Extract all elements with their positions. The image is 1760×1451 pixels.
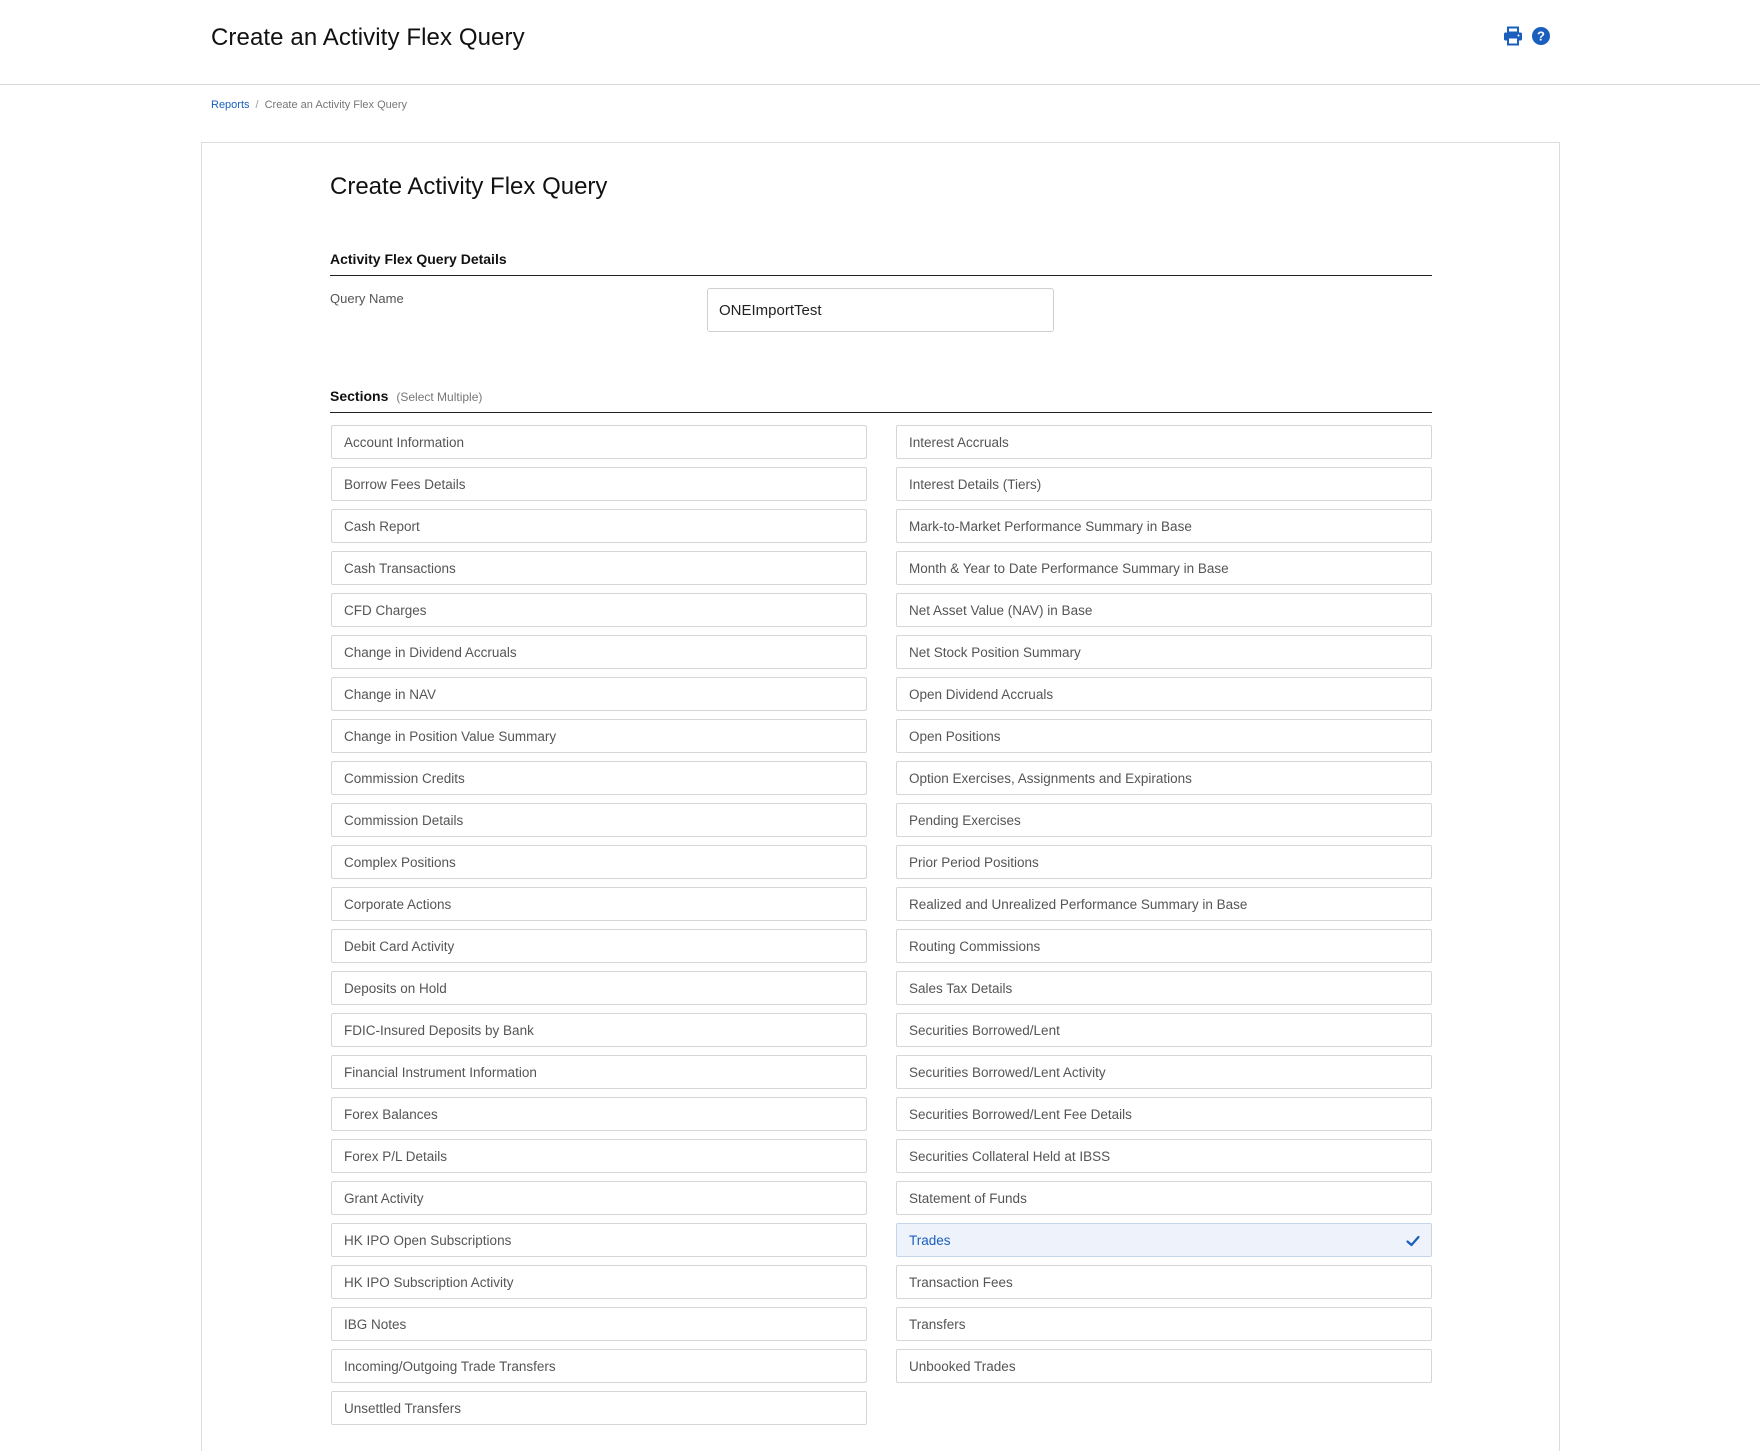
section-option-label: HK IPO Subscription Activity xyxy=(344,1274,514,1290)
section-option-label: Realized and Unrealized Performance Summary in Base xyxy=(909,896,1248,912)
section-option-label: Incoming/Outgoing Trade Transfers xyxy=(344,1358,556,1374)
section-option-label: Routing Commissions xyxy=(909,938,1041,954)
section-option[interactable] xyxy=(331,467,867,501)
section-option[interactable] xyxy=(331,551,867,585)
query-name-input[interactable] xyxy=(707,288,1054,332)
section-option[interactable] xyxy=(331,1139,867,1173)
section-option[interactable] xyxy=(896,887,1432,921)
section-option-label: Complex Positions xyxy=(344,854,456,870)
section-option[interactable] xyxy=(331,887,867,921)
section-option[interactable] xyxy=(331,1391,867,1425)
print-icon[interactable] xyxy=(1503,26,1523,46)
section-option[interactable] xyxy=(896,593,1432,627)
section-option[interactable] xyxy=(896,467,1432,501)
section-option[interactable] xyxy=(896,1307,1432,1341)
section-option-label: Commission Credits xyxy=(344,770,465,786)
section-option-label: Change in Dividend Accruals xyxy=(344,644,517,660)
section-option-label: IBG Notes xyxy=(344,1316,407,1332)
section-option[interactable] xyxy=(331,845,867,879)
section-option[interactable] xyxy=(896,1349,1432,1383)
section-option[interactable] xyxy=(896,803,1432,837)
section-option-label: Account Information xyxy=(344,434,465,450)
section-option[interactable] xyxy=(896,1181,1432,1215)
section-option[interactable] xyxy=(896,719,1432,753)
section-option-label: Pending Exercises xyxy=(909,812,1021,828)
section-option-label: Securities Borrowed/Lent Fee Details xyxy=(909,1106,1132,1122)
section-option[interactable] xyxy=(331,1349,867,1383)
breadcrumb xyxy=(211,99,407,111)
section-option-label: Securities Borrowed/Lent Activity xyxy=(909,1064,1106,1080)
top-bar xyxy=(0,0,1760,85)
section-option-label: Mark-to-Market Performance Summary in Base xyxy=(909,518,1192,534)
check-icon xyxy=(1405,1233,1421,1249)
section-option-label: Trades xyxy=(909,1232,951,1248)
section-option-label: Interest Details (Tiers) xyxy=(909,476,1042,492)
section-option[interactable] xyxy=(331,593,867,627)
details-heading-label: Activity Flex Query Details xyxy=(330,251,507,267)
section-option-label: Borrow Fees Details xyxy=(344,476,466,492)
section-option[interactable] xyxy=(331,1223,867,1257)
section-option-label: Net Stock Position Summary xyxy=(909,644,1081,660)
breadcrumb-separator: / xyxy=(255,99,259,111)
sections-column-left xyxy=(331,425,867,1433)
section-option-label: Cash Transactions xyxy=(344,560,456,576)
section-option[interactable] xyxy=(331,509,867,543)
section-option[interactable] xyxy=(896,845,1432,879)
breadcrumb-current: Create an Activity Flex Query xyxy=(264,99,408,111)
section-option[interactable] xyxy=(896,971,1432,1005)
section-option[interactable] xyxy=(896,1223,1432,1257)
section-option-label: Prior Period Positions xyxy=(909,854,1039,870)
section-option[interactable] xyxy=(896,425,1432,459)
section-option-label: Sales Tax Details xyxy=(909,980,1013,996)
section-option-label: Change in NAV xyxy=(344,686,437,702)
section-option-label: Forex P/L Details xyxy=(344,1148,448,1164)
section-option-label: Grant Activity xyxy=(344,1190,424,1206)
section-option[interactable] xyxy=(896,1097,1432,1131)
section-option[interactable] xyxy=(331,677,867,711)
section-option[interactable] xyxy=(331,1055,867,1089)
section-option[interactable] xyxy=(331,1181,867,1215)
section-option-label: Securities Collateral Held at IBSS xyxy=(909,1148,1111,1164)
section-option[interactable] xyxy=(896,677,1432,711)
sections-heading-label: Sections xyxy=(330,388,389,404)
section-option[interactable] xyxy=(331,1307,867,1341)
svg-text:?: ? xyxy=(1537,28,1545,44)
section-option-label: Debit Card Activity xyxy=(344,938,455,954)
section-option-label: Statement of Funds xyxy=(909,1190,1027,1206)
section-option-label: Corporate Actions xyxy=(344,896,452,912)
help-icon[interactable] xyxy=(1531,26,1551,46)
section-option[interactable] xyxy=(331,635,867,669)
section-option[interactable] xyxy=(331,971,867,1005)
section-option-label: Deposits on Hold xyxy=(344,980,447,996)
section-option[interactable] xyxy=(896,1055,1432,1089)
section-option[interactable] xyxy=(331,929,867,963)
sections-hint: (Select Multiple) xyxy=(396,390,483,404)
section-option[interactable] xyxy=(896,761,1432,795)
section-option-label: Open Positions xyxy=(909,728,1001,744)
section-option[interactable] xyxy=(331,1013,867,1047)
section-option-label: Securities Borrowed/Lent xyxy=(909,1022,1060,1038)
section-option[interactable] xyxy=(896,635,1432,669)
form-title: Create Activity Flex Query xyxy=(330,173,608,200)
section-option[interactable] xyxy=(331,719,867,753)
section-option-label: CFD Charges xyxy=(344,602,427,618)
sections-heading xyxy=(330,388,1432,413)
section-option-label: Forex Balances xyxy=(344,1106,438,1122)
section-option-label: Month & Year to Date Performance Summary in Base xyxy=(909,560,1229,576)
section-option[interactable] xyxy=(896,509,1432,543)
section-option-label: Commission Details xyxy=(344,812,464,828)
section-option-label: Transaction Fees xyxy=(909,1274,1013,1290)
section-option[interactable] xyxy=(896,1013,1432,1047)
section-option[interactable] xyxy=(896,929,1432,963)
section-option[interactable] xyxy=(896,551,1432,585)
section-option[interactable] xyxy=(331,1265,867,1299)
section-option[interactable] xyxy=(896,1139,1432,1173)
section-option[interactable] xyxy=(896,1265,1432,1299)
details-heading xyxy=(330,251,1432,276)
section-option-label: FDIC-Insured Deposits by Bank xyxy=(344,1022,534,1038)
page-title: Create an Activity Flex Query xyxy=(211,24,525,51)
section-option-label: Change in Position Value Summary xyxy=(344,728,557,744)
section-option-label: Cash Report xyxy=(344,518,420,534)
sections-column-right xyxy=(896,425,1432,1391)
section-option[interactable] xyxy=(331,1097,867,1131)
section-option-label: HK IPO Open Subscriptions xyxy=(344,1232,512,1248)
section-option-label: Interest Accruals xyxy=(909,434,1009,450)
section-option-label: Open Dividend Accruals xyxy=(909,686,1054,702)
section-option[interactable] xyxy=(331,761,867,795)
section-option-label: Net Asset Value (NAV) in Base xyxy=(909,602,1093,618)
section-option-label: Unbooked Trades xyxy=(909,1358,1016,1374)
breadcrumb-reports-link[interactable]: Reports xyxy=(211,99,250,111)
section-option-label: Option Exercises, Assignments and Expirations xyxy=(909,770,1192,786)
section-option-label: Financial Instrument Information xyxy=(344,1064,537,1080)
section-option-label: Transfers xyxy=(909,1316,966,1332)
section-option[interactable] xyxy=(331,803,867,837)
header-tools xyxy=(1503,26,1551,46)
section-option[interactable] xyxy=(331,425,867,459)
query-name-label: Query Name xyxy=(330,291,404,306)
section-option-label: Unsettled Transfers xyxy=(344,1400,462,1416)
